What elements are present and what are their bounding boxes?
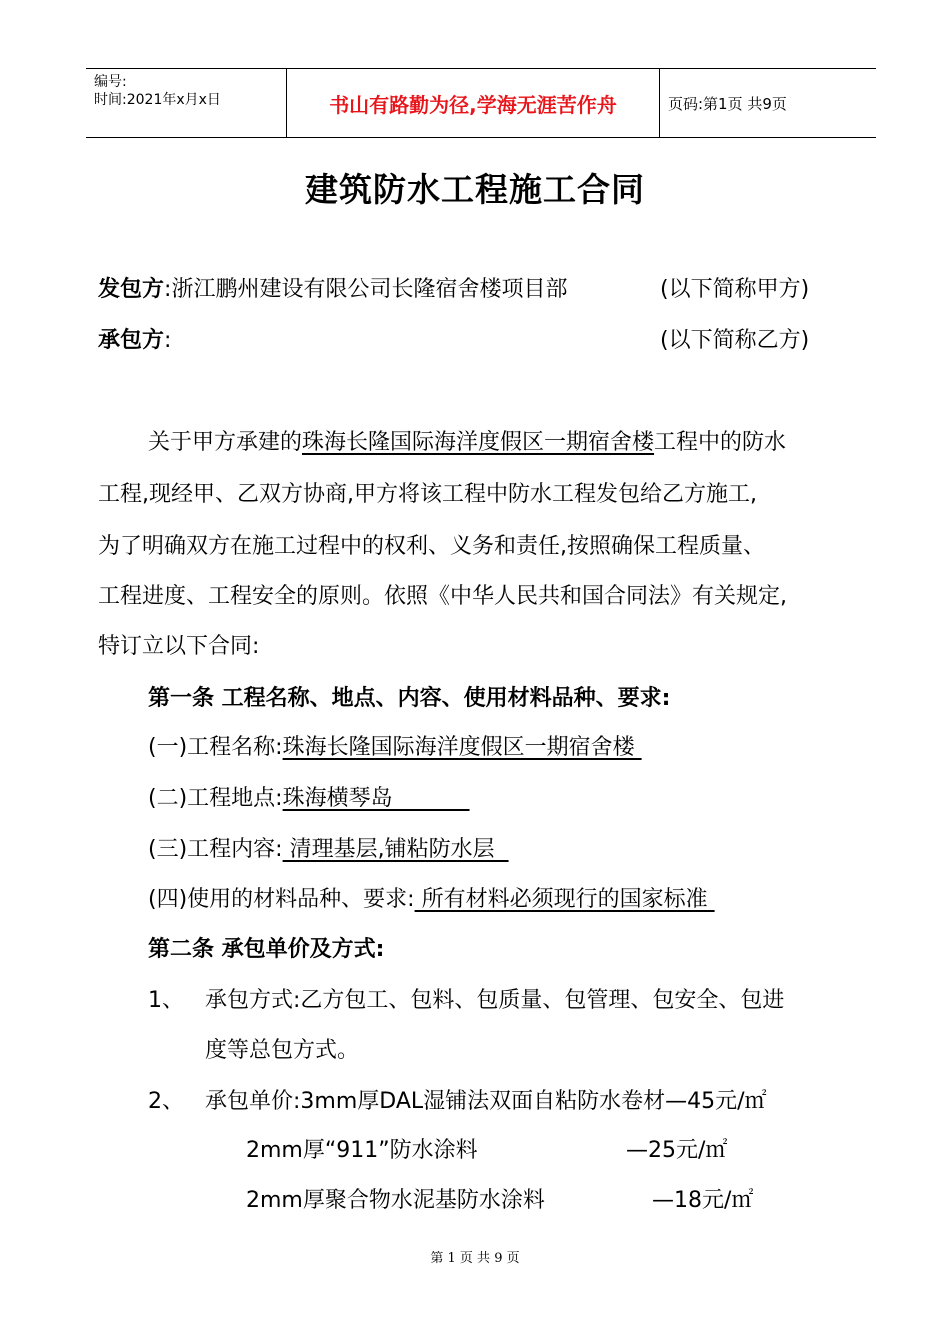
item-value: 珠海横琴岛 — [282, 786, 470, 811]
article-1-item — [148, 784, 470, 814]
page-footer: 第 1 页 共 9 页 — [430, 1251, 520, 1266]
issuer-line — [98, 275, 567, 305]
item-value: 清理基层,铺粘防水层 — [282, 837, 509, 862]
issuer-alias: (以下简称甲方) — [660, 277, 810, 302]
intro-line-1 — [148, 428, 786, 458]
article-2-heading: 第二条 承包单价及方式: — [148, 937, 385, 962]
contractor-label: 承包方 — [98, 328, 165, 353]
header-motto: 书山有路勤为径,学海无涯苦作舟 — [329, 92, 617, 117]
item-label: (一)工程名称: — [148, 735, 283, 760]
item-label: (二)工程地点: — [148, 786, 283, 811]
article-2-item-number: 1、 — [148, 988, 184, 1013]
article-1-item — [148, 733, 642, 763]
price-item-name: 2mm厚聚合物水泥基防水涂料 — [246, 1188, 545, 1213]
article-1-item — [148, 885, 715, 915]
header-meta — [94, 73, 284, 109]
intro-text: 工程中的防水 — [654, 430, 787, 455]
contractor-line — [98, 326, 171, 356]
contractor-alias: (以下简称乙方) — [660, 328, 810, 353]
price-item-value: —25元/㎡ — [626, 1138, 728, 1163]
contractor-colon: : — [164, 328, 172, 353]
intro-line-5: 特订立以下合同: — [98, 634, 260, 659]
article-2-item-1-line-1: 承包方式:乙方包工、包料、包质量、包管理、包安全、包进 — [205, 988, 785, 1013]
item-label: (三)工程内容: — [148, 837, 283, 862]
item-value: 所有材料必须现行的国家标准 — [414, 887, 715, 912]
intro-line-2: 工程,现经甲、乙双方协商,甲方将该工程中防水工程发包给乙方施工, — [98, 482, 757, 507]
article-1-heading: 第一条 工程名称、地点、内容、使用材料品种、要求: — [148, 686, 671, 711]
intro-line-4: 工程进度、工程安全的原则。依照《中华人民共和国合同法》有关规定, — [98, 584, 787, 609]
issuer-name: 浙江鹏州建设有限公司长隆宿舍楼项目部 — [171, 277, 568, 302]
document-number-label: 编号: — [94, 74, 127, 90]
article-2-item-number: 2、 — [148, 1089, 184, 1114]
price-item-name: 2mm厚“911”防水涂料 — [246, 1138, 478, 1163]
document-time: 时间:2021年x月x日 — [94, 92, 221, 108]
price-item-value: —18元/㎡ — [652, 1188, 754, 1213]
header-divider — [659, 69, 660, 137]
item-label: (四)使用的材料品种、要求: — [148, 887, 415, 912]
article-2-item-2-line-1: 承包单价:3mm厚DAL湿铺法双面自粘防水卷材—45元/㎡ — [205, 1089, 767, 1114]
document-title: 建筑防水工程施工合同 — [305, 170, 645, 209]
article-1-item — [148, 835, 509, 865]
article-2-item-1-line-2: 度等总包方式。 — [205, 1038, 360, 1063]
issuer-colon: : — [164, 277, 172, 302]
issuer-label: 发包方 — [98, 277, 165, 302]
header-page-info: 页码:第1页 共9页 — [668, 94, 787, 113]
intro-text: 关于甲方承建的 — [148, 430, 303, 455]
item-value: 珠海长隆国际海洋度假区一期宿舍楼 — [282, 735, 642, 760]
page-header-table — [86, 68, 876, 138]
intro-line-3: 为了明确双方在施工过程中的权利、义务和责任,按照确保工程质量、 — [98, 534, 765, 559]
project-name: 珠海长隆国际海洋度假区一期宿舍楼 — [302, 430, 655, 455]
